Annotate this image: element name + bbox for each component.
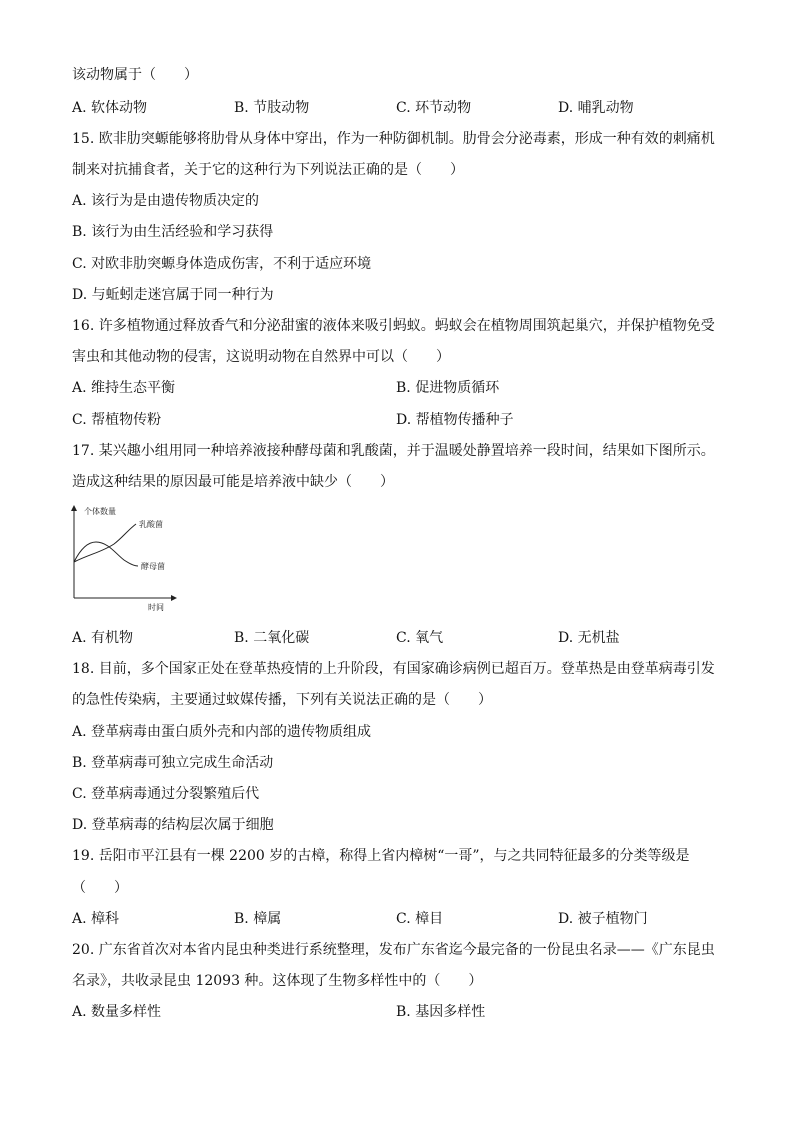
- q16-option-a: A. 维持生态平衡: [72, 380, 176, 396]
- q15-option-c: C. 对欧非肋突螈身体造成伤害，不利于适应环境: [72, 256, 372, 272]
- q18-stem-line1: 18. 目前，多个国家正处在登革热疫情的上升阶段，有国家确诊病例已超百万。登革热是由登革病毒引发: [72, 661, 715, 677]
- q18-option-b: B. 登革病毒可独立完成生命活动: [72, 755, 274, 771]
- q14-option-c: C. 环节动物: [396, 100, 472, 116]
- q16-option-c: C. 帮植物传粉: [72, 412, 162, 428]
- growth-curve-figure: [66, 502, 186, 618]
- q15-option-b: B. 该行为由生活经验和学习获得: [72, 224, 274, 240]
- q18-option-a: A. 登革病毒由蛋白质外壳和内部的遗传物质组成: [72, 724, 372, 740]
- q19-stem-line2: （ ）: [72, 880, 128, 896]
- figure-y-label: 个体数量: [84, 507, 116, 516]
- q17-option-b: B. 二氧化碳: [234, 630, 310, 646]
- q16-stem-line1: 16. 许多植物通过释放香气和分泌甜蜜的液体来吸引蚂蚁。蚂蚁会在植物周围筑起巢穴，并保护植物免受: [72, 318, 715, 334]
- q16-option-d: D. 帮植物传播种子: [396, 412, 514, 428]
- q19-option-b: B. 樟属: [234, 911, 282, 927]
- series-label-yeast: 酵母菌: [141, 562, 165, 571]
- curve-lactic-acid-bacteria: [74, 524, 136, 562]
- figure-x-label: 时间: [148, 603, 164, 612]
- q18-option-d: D. 登革病毒的结构层次属于细胞: [72, 817, 274, 833]
- series-label-lactic-acid-bacteria: 乳酸菌: [139, 520, 163, 529]
- curve-yeast: [74, 542, 138, 566]
- q16-option-b: B. 促进物质循环: [396, 380, 500, 396]
- q19-stem-line1: 19. 岳阳市平江县有一棵 2200 岁的古樟，称得上省内樟树“一哥”，与之共同特征最多的分类等级是: [72, 848, 690, 864]
- q19-option-d: D. 被子植物门: [558, 911, 648, 927]
- q20-stem-line2: 名录》，共收录昆虫 12093 种。这体现了生物多样性中的（ ）: [72, 973, 483, 989]
- q15-option-a: A. 该行为是由遗传物质决定的: [72, 193, 260, 209]
- q16-stem-line2: 害虫和其他动物的侵害，这说明动物在自然界中可以（ ）: [72, 349, 450, 365]
- q17-option-c: C. 氧气: [396, 630, 444, 646]
- q17-option-a: A. 有机物: [72, 630, 134, 646]
- q18-option-c: C. 登革病毒通过分裂繁殖后代: [72, 786, 260, 802]
- q19-option-c: C. 樟目: [396, 911, 444, 927]
- q17-option-d: D. 无机盐: [558, 630, 620, 646]
- q14-stem: 该动物属于（ ）: [72, 67, 198, 83]
- q15-stem-line1: 15. 欧非肋突螈能够将肋骨从身体中穿出，作为一种防御机制。肋骨会分泌毒素，形成一种有效的刺痛机: [72, 131, 715, 147]
- q17-stem-line2: 造成这种结果的原因最可能是培养液中缺少（ ）: [72, 474, 394, 490]
- q20-stem-line1: 20. 广东省首次对本省内昆虫种类进行系统整理，发布广东省迄今最完备的一份昆虫名录——《广东昆虫: [72, 942, 715, 958]
- q17-stem-line1: 17. 某兴趣小组用同一种培养液接种酵母菌和乳酸菌，并于温暖处静置培养一段时间，结果如下图所示。: [72, 443, 715, 459]
- q14-option-a: A. 软体动物: [72, 100, 148, 116]
- q20-option-a: A. 数量多样性: [72, 1004, 162, 1020]
- q14-option-d: D. 哺乳动物: [558, 100, 634, 116]
- q15-stem-line2: 制来对抗捕食者，关于它的这种行为下列说法正确的是（ ）: [72, 162, 464, 178]
- q14-option-b: B. 节肢动物: [234, 100, 310, 116]
- q19-option-a: A. 樟科: [72, 911, 120, 927]
- q20-option-b: B. 基因多样性: [396, 1004, 486, 1020]
- q18-stem-line2: 的急性传染病，主要通过蚊媒传播，下列有关说法正确的是（ ）: [72, 692, 492, 708]
- q15-option-d: D. 与蚯蚓走迷宫属于同一种行为: [72, 287, 274, 303]
